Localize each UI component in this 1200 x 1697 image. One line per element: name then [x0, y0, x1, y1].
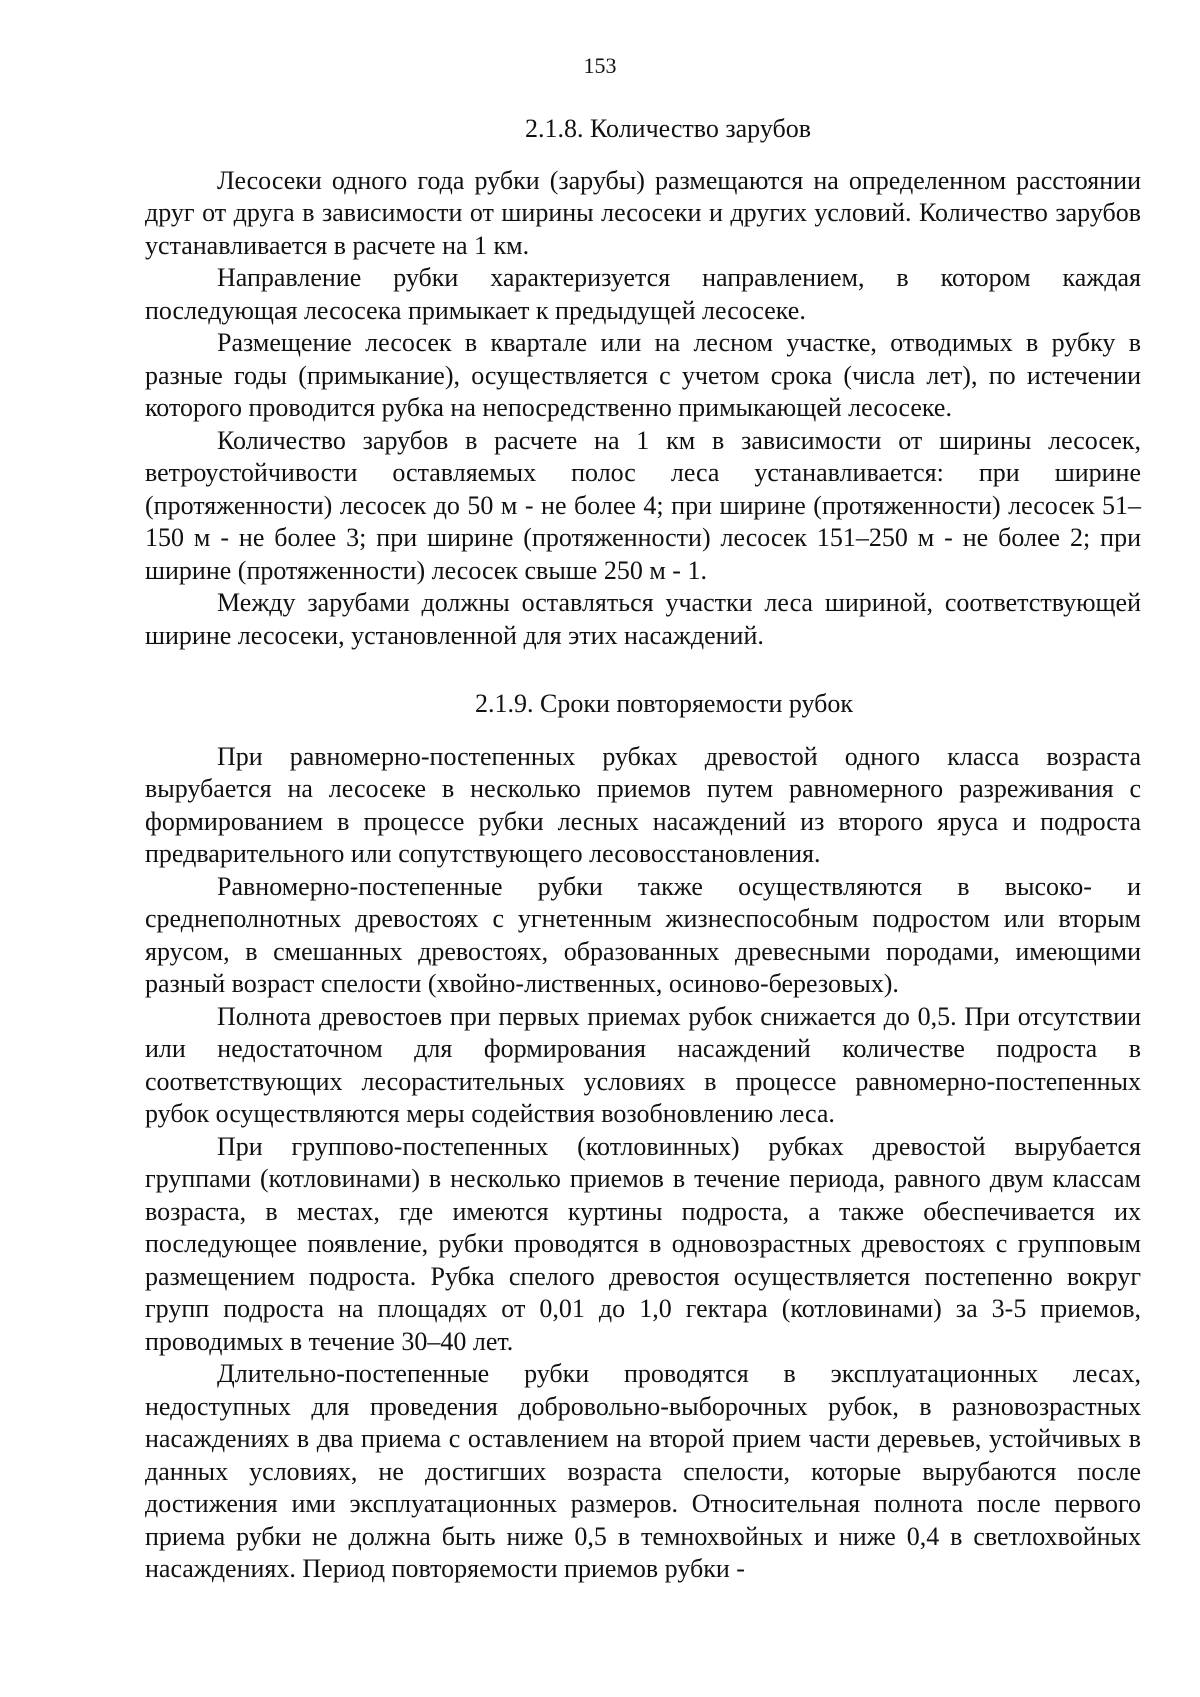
paragraph: Направление рубки характеризуется направлением, в котором каждая последующая лесосека примыкает к предыдущей лесосеке. — [145, 263, 1141, 325]
section-title: 2.1.9. Сроки повторяемости рубок — [475, 689, 854, 718]
paragraph: Размещение лесосек в квартале или на лесном участке, отводимых в рубку в разные годы (примыкание), осуществляется с учетом срока (числа лет), по истечении которого проводится рубка на непосредственно примыкающей лесосеке. — [145, 328, 1141, 422]
paragraph: Между зарубами должны оставляться участки леса шириной, соответствующей ширине лесосеки, установленной для этих насаждений. — [145, 588, 1141, 650]
section-2-1-8 — [145, 113, 1141, 652]
paragraph: Лесосеки одного года рубки (зарубы) размещаются на определенном расстоянии друг от друга в зависимости от ширины лесосеки и других условий. Количество зарубов устанавливается в расчете на 1 км. — [145, 165, 1141, 260]
section-2-1-9 — [145, 688, 1141, 1586]
paragraph: При равномерно-постепенных рубках древостой одного класса возраста вырубается на лесосеке в несколько приемов путем равномерного разреживания с формированием в процессе рубки лесных насаждений из второго яруса и подроста предварительного или сопутствующего лесовосстановления. — [145, 741, 1141, 868]
paragraph: При группово-постепенных (котловинных) рубках древостой вырубается группами (котловинами) в несколько приемов в течение периода, равного двум классам возраста, в местах, где имеются куртины подроста, а также обеспечивается их последующее появление, рубки проводятся в одновозрастных древостоях с групповым размещением подроста. Рубка спелого древостоя осуществляется постепенно вокруг групп подроста на площадях от 0,01 до 1,0 гектара (котловинами) за 3-5 приемов, проводимых в течение 30–40 лет. — [145, 1131, 1141, 1356]
paragraph: Количество зарубов в расчете на 1 км в зависимости от ширины лесосек, ветроустойчивости оставляемых полос леса устанавливается: при ширине (протяженности) лесосек до 50 м - не более 4; при ширине (протяженности) лесосек 51–150 м - не более 3; при ширине (протяженности) лесосек 151–250 м - не более 2; при ширине (протяженности) лесосек свыше 250 м - 1. — [145, 425, 1141, 585]
paragraph: Длительно-постепенные рубки проводятся в эксплуатационных лесах, недоступных для проведения добровольно-выборочных рубок, в разновозрастных насаждениях в два приема с оставлением на второй прием части деревьев, устойчивых в данных условиях, не достигших возраста спелости, которые вырубаются после достижения ими эксплуатационных размеров. Относительная полнота после первого приема рубки не должна быть ниже 0,5 в темнохвойных и ниже 0,4 в светлохвойных насаждениях. Период повторяемости приемов рубки - — [145, 1359, 1141, 1583]
page-number: 153 — [583, 53, 617, 78]
paragraph: Равномерно-постепенные рубки также осуществляются в высоко- и среднеполнотных древостоях с угнетенным жизнеспособным подростом или вторым ярусом, в смешанных древостоях, образованных древесными породами, имеющими разный возраст спелости (хвойно-лиственных, осиново-березовых). — [145, 871, 1141, 998]
paragraph: Полнота древостоев при первых приемах рубок снижается до 0,5. При отсутствии или недостаточном для формирования насаждений количестве подроста в соответствующих лесорастительных условиях в процессе равномерно-постепенных рубок осуществляются меры содействия возобновлению леса. — [145, 1001, 1141, 1128]
section-title: 2.1.8. Количество зарубов — [525, 114, 811, 143]
